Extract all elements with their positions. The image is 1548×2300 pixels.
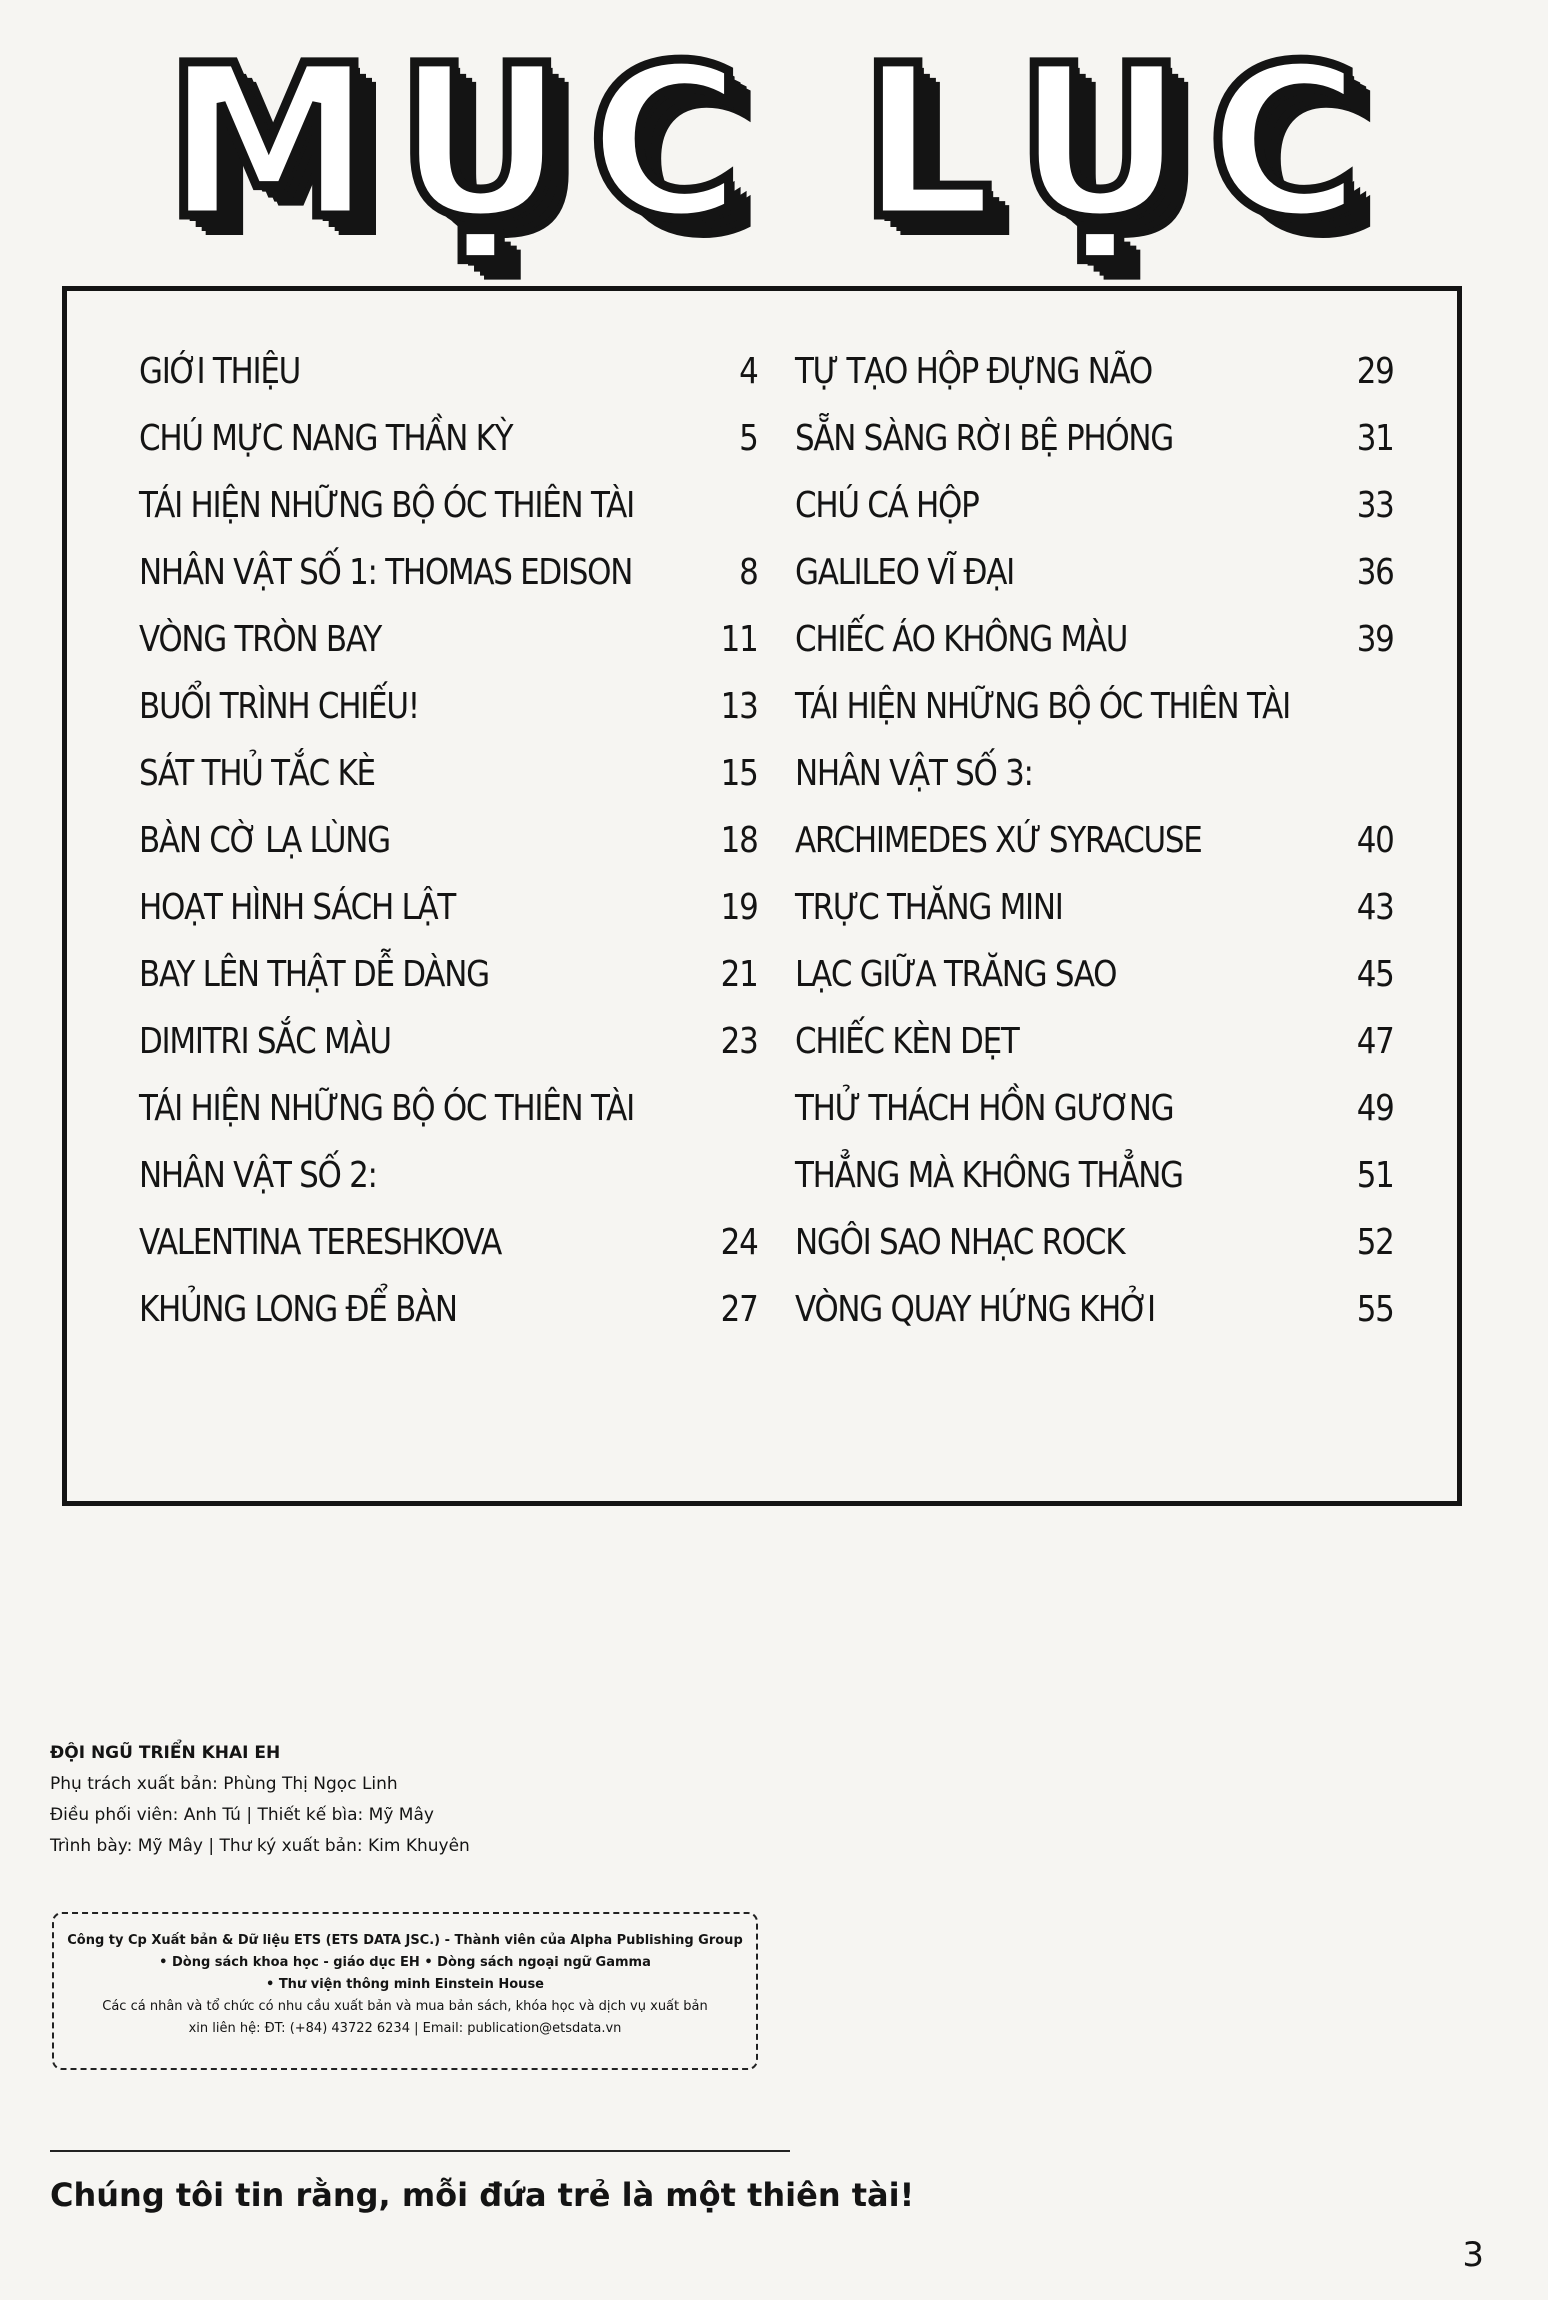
toc-entry <box>139 418 758 485</box>
toc-entry <box>795 1222 1394 1289</box>
toc-entry-label: CHIẾC ÁO KHÔNG MÀU <box>795 619 1128 660</box>
toc-entry <box>795 1289 1394 1356</box>
toc-entry-page: 18 <box>720 820 758 861</box>
toc-entry-page: 21 <box>720 954 758 995</box>
toc-entry-label: BAY LÊN THẬT DỄ DÀNG <box>139 954 489 995</box>
toc-entry-label: CHIẾC KÈN DẸT <box>795 1021 1019 1062</box>
toc-entry-page: 52 <box>1356 1222 1394 1263</box>
page-number: 3 <box>1462 2235 1484 2275</box>
toc-entry-page: 15 <box>720 753 758 794</box>
toc-entry-page: 36 <box>1356 552 1394 593</box>
toc-entry-page: 40 <box>1356 820 1394 861</box>
toc-entry <box>795 1021 1394 1088</box>
toc-entry-label: LẠC GIỮA TRĂNG SAO <box>795 954 1117 995</box>
toc-entry-label: TỰ TẠO HỘP ĐỰNG NÃO <box>795 351 1152 392</box>
company-name: Công ty Cp Xuất bản & Dữ liệu ETS (ETS DATA JSC.) - Thành viên của Alpha Publishing Group <box>67 1933 743 1948</box>
credits-line: Phụ trách xuất bản: Phùng Thị Ngọc Linh <box>50 1774 398 1794</box>
toc-entry-label: TÁI HIỆN NHỮNG BỘ ÓC THIÊN TÀI <box>139 485 634 526</box>
page-title: MỤC LỤC <box>164 20 1384 265</box>
toc-entry-label: GIỚI THIỆU <box>139 351 301 392</box>
toc-entry <box>795 820 1394 887</box>
company-info-box <box>52 1912 758 2070</box>
toc-entry-label: HOẠT HÌNH SÁCH LẬT <box>139 887 455 928</box>
company-contact: xin liên hệ: ĐT: (+84) 43722 6234 | Email: publication@etsdata.vn <box>188 2021 622 2036</box>
toc-entry-page: 31 <box>1356 418 1394 459</box>
toc-entry <box>139 1222 758 1289</box>
credits-line: Trình bày: Mỹ Mây | Thư ký xuất bản: Kim Khuyên <box>50 1836 470 1856</box>
toc-entry-label: SẴN SÀNG RỜI BỆ PHÓNG <box>795 418 1174 459</box>
toc-entry-page: 8 <box>739 552 758 593</box>
toc-entry-label: TRỰC THĂNG MINI <box>795 887 1063 928</box>
toc-entry-label: VALENTINA TERESHKOVA <box>139 1222 502 1263</box>
toc-entry <box>795 954 1394 1021</box>
toc-entry <box>795 1155 1394 1222</box>
credits-heading: ĐỘI NGŨ TRIỂN KHAI EH <box>50 1743 281 1763</box>
toc-entry-label: SÁT THỦ TẮC KÈ <box>139 753 375 794</box>
toc-entry-label: BÀN CỜ LẠ LÙNG <box>139 820 390 861</box>
toc-entry-label: CHÚ MỰC NANG THẦN KỲ <box>139 418 513 459</box>
divider <box>50 2150 790 2152</box>
toc-entry-page: 4 <box>739 351 758 392</box>
toc-entry-page: 33 <box>1356 485 1394 526</box>
toc-entry-label: NGÔI SAO NHẠC ROCK <box>795 1222 1125 1263</box>
toc-entry-label: NHÂN VẬT SỐ 3: <box>795 753 1033 794</box>
company-lines: • Dòng sách khoa học - giáo dục EH • Dòng sách ngoại ngữ Gamma <box>159 1955 651 1970</box>
company-contact: Các cá nhân và tổ chức có nhu cầu xuất bản và mua bản sách, khóa học và dịch vụ xuất bản <box>102 1999 708 2014</box>
toc-entry-page: 19 <box>720 887 758 928</box>
toc-entry <box>139 1289 758 1356</box>
toc-entry <box>139 552 758 619</box>
toc-entry-label: VÒNG TRÒN BAY <box>139 619 381 660</box>
toc-entry <box>139 1021 758 1088</box>
toc-entry-page: 11 <box>720 619 758 660</box>
toc-entry-label: THỬ THÁCH HỒN GƯƠNG <box>795 1088 1174 1129</box>
toc-entry-page: 39 <box>1356 619 1394 660</box>
table-of-contents <box>62 286 1462 1506</box>
company-lines: • Thư viện thông minh Einstein House <box>265 1977 544 1992</box>
toc-entry-page: 55 <box>1356 1289 1394 1330</box>
toc-entry <box>795 1088 1394 1155</box>
toc-entry <box>139 887 758 954</box>
toc-entry-page: 27 <box>720 1289 758 1330</box>
toc-entry <box>139 1088 758 1155</box>
toc-entry-page: 47 <box>1356 1021 1394 1062</box>
toc-entry-page: 24 <box>720 1222 758 1263</box>
toc-entry-label: NHÂN VẬT SỐ 1: THOMAS EDISON <box>139 552 633 593</box>
toc-entry-page: 13 <box>720 686 758 727</box>
toc-entry-page: 45 <box>1356 954 1394 995</box>
toc-entry <box>139 820 758 887</box>
toc-entry <box>795 552 1394 619</box>
toc-entry-page: 29 <box>1356 351 1394 392</box>
toc-entry <box>139 485 758 552</box>
toc-entry-label: CHÚ CÁ HỘP <box>795 485 979 526</box>
toc-entry <box>139 954 758 1021</box>
toc-entry <box>139 686 758 753</box>
toc-entry-label: TÁI HIỆN NHỮNG BỘ ÓC THIÊN TÀI <box>139 1088 634 1129</box>
toc-entry-label: BUỔI TRÌNH CHIẾU! <box>139 686 419 727</box>
toc-entry-page: 49 <box>1356 1088 1394 1129</box>
toc-entry-label: GALILEO VĨ ĐẠI <box>795 552 1014 593</box>
toc-entry <box>139 753 758 820</box>
credits-line: Điều phối viên: Anh Tú | Thiết kế bìa: Mỹ Mây <box>50 1805 434 1825</box>
toc-entry-page: 5 <box>739 418 758 459</box>
toc-entry <box>795 485 1394 552</box>
toc-entry-label: ARCHIMEDES XỨ SYRACUSE <box>795 820 1202 861</box>
toc-entry-label: KHỦNG LONG ĐỂ BÀN <box>139 1289 457 1330</box>
toc-entry-label: VÒNG QUAY HỨNG KHỞI <box>795 1289 1155 1330</box>
toc-entry <box>795 887 1394 954</box>
toc-entry <box>795 619 1394 686</box>
toc-entry <box>795 351 1394 418</box>
toc-entry-label: TÁI HIỆN NHỮNG BỘ ÓC THIÊN TÀI <box>795 686 1290 727</box>
slogan: Chúng tôi tin rằng, mỗi đứa trẻ là một thiên tài! <box>50 2176 915 2214</box>
toc-entry-page: 23 <box>720 1021 758 1062</box>
toc-left-column <box>139 351 759 1356</box>
toc-right-column <box>795 351 1395 1356</box>
toc-entry <box>795 418 1394 485</box>
toc-entry <box>139 1155 758 1222</box>
toc-entry-label: THẲNG MÀ KHÔNG THẲNG <box>795 1155 1183 1196</box>
toc-entry-page: 51 <box>1356 1155 1394 1196</box>
toc-entry <box>795 753 1394 820</box>
toc-entry-label: NHÂN VẬT SỐ 2: <box>139 1155 377 1196</box>
toc-entry-page: 43 <box>1356 887 1394 928</box>
toc-entry-label: DIMITRI SẮC MÀU <box>139 1021 391 1062</box>
toc-entry <box>795 686 1394 753</box>
credits-block <box>50 1738 470 1862</box>
toc-entry <box>139 351 758 418</box>
toc-entry <box>139 619 758 686</box>
